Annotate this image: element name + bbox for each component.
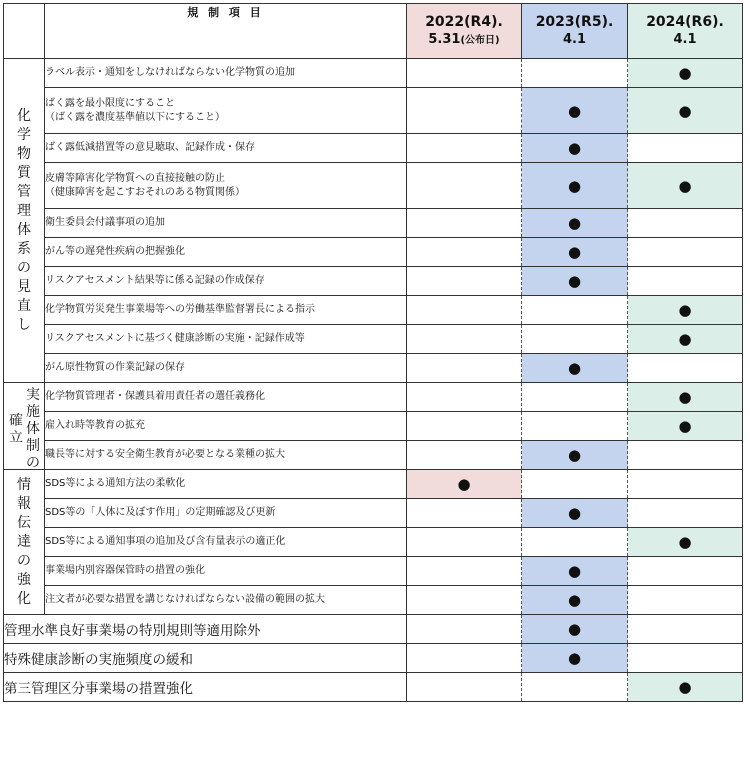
mark-r4: ● <box>407 470 522 499</box>
header-corner <box>4 4 45 59</box>
mark-r4 <box>407 325 522 354</box>
row-label: 事業場内別容器保管時の措置の強化 <box>45 557 407 586</box>
group-chemical-management-review <box>4 59 45 383</box>
table-row <box>4 470 743 499</box>
mark-r5: ● <box>522 209 628 238</box>
mark-r5: ● <box>522 644 628 673</box>
mark-r4 <box>407 412 522 441</box>
regulation-schedule-table <box>3 3 743 702</box>
mark-r5: ● <box>522 238 628 267</box>
table-row <box>4 88 743 134</box>
header-date-r6-line2: 4.1 <box>673 32 697 47</box>
header-row <box>4 4 743 59</box>
mark-r4 <box>407 615 522 644</box>
mark-r6 <box>628 615 743 644</box>
mark-r5: ● <box>522 134 628 163</box>
group-implementation-system <box>4 383 45 470</box>
mark-r4 <box>407 441 522 470</box>
table-row <box>4 238 743 267</box>
table-row <box>4 296 743 325</box>
mark-r5: ● <box>522 499 628 528</box>
group-label-col-a: 確立 <box>9 413 23 446</box>
mark-r4 <box>407 209 522 238</box>
table-row <box>4 325 743 354</box>
header-item: 規 制 項 目 <box>45 4 407 59</box>
row-label: 注文者が必要な措置を講じなければならない設備の範囲の拡大 <box>45 586 407 615</box>
row-label: リスクアセスメントに基づく健康診断の実施・記録作成等 <box>45 325 407 354</box>
header-date-r5-line2: 4.1 <box>562 32 587 47</box>
mark-r5: ● <box>522 557 628 586</box>
mark-r5 <box>522 325 628 354</box>
regulation-schedule-table-container <box>3 3 743 702</box>
mark-r5 <box>522 673 628 702</box>
mark-r6: ● <box>628 412 743 441</box>
mark-r5 <box>522 59 628 88</box>
mark-r6 <box>628 586 743 615</box>
table-row <box>4 412 743 441</box>
mark-r6 <box>628 441 743 470</box>
mark-r4 <box>407 354 522 383</box>
mark-r4 <box>407 557 522 586</box>
row-label: 化学物質労災発生事業場等への労働基準監督署長による指示 <box>45 296 407 325</box>
mark-r5: ● <box>522 615 628 644</box>
row-label: 職長等に対する安全衛生教育が必要となる業種の拡大 <box>45 441 407 470</box>
mark-r5 <box>522 412 628 441</box>
table-row <box>4 528 743 557</box>
mark-r4 <box>407 528 522 557</box>
mark-r4 <box>407 499 522 528</box>
mark-r5: ● <box>522 354 628 383</box>
mark-r6 <box>628 470 743 499</box>
mark-r4 <box>407 296 522 325</box>
group-label: 情報伝達の強化 <box>17 476 31 607</box>
header-date-r6 <box>628 4 743 59</box>
row-label: 第三管理区分事業場の措置強化 <box>4 673 407 702</box>
mark-r5 <box>522 383 628 412</box>
header-date-r4 <box>407 4 522 59</box>
table-row <box>4 59 743 88</box>
mark-r4 <box>407 163 522 209</box>
table-row <box>4 267 743 296</box>
header-date-r4-line1: 2022(R4). <box>425 13 503 30</box>
mark-r4 <box>407 238 522 267</box>
row-label: ばく露低減措置等の意見聴取、記録作成・保存 <box>45 134 407 163</box>
mark-r4 <box>407 673 522 702</box>
header-date-r4-note: (公布日) <box>460 34 500 46</box>
row-label: ばく露を最小限度にすること <box>45 97 175 109</box>
mark-r4 <box>407 88 522 134</box>
table-row <box>4 499 743 528</box>
mark-r5: ● <box>522 88 628 134</box>
mark-r5: ● <box>522 163 628 209</box>
mark-r6: ● <box>628 59 743 88</box>
row-sublabel: （ばく露を濃度基準値以下にすること） <box>45 111 225 123</box>
table-row <box>4 134 743 163</box>
mark-r4 <box>407 586 522 615</box>
mark-r6 <box>628 209 743 238</box>
mark-r6: ● <box>628 325 743 354</box>
row-label: SDS等の「人体に及ぼす作用」の定期確認及び更新 <box>45 499 407 528</box>
row-label: 衛生委員会付議事項の追加 <box>45 209 407 238</box>
table-row <box>4 441 743 470</box>
mark-r6 <box>628 557 743 586</box>
mark-r6: ● <box>628 383 743 412</box>
row-label: ラベル表示・通知をしなければならない化学物質の追加 <box>45 59 407 88</box>
header-date-r4-line2: 5.31 <box>428 31 461 47</box>
mark-r5: ● <box>522 441 628 470</box>
mark-r5 <box>522 528 628 557</box>
mark-r6 <box>628 644 743 673</box>
table-row <box>4 163 743 209</box>
table-row <box>4 209 743 238</box>
header-date-r6-line1: 2024(R6). <box>646 14 724 30</box>
mark-r6 <box>628 354 743 383</box>
header-date-r5 <box>522 4 628 59</box>
mark-r6: ● <box>628 163 743 209</box>
mark-r5 <box>522 470 628 499</box>
mark-r6: ● <box>628 528 743 557</box>
row-label: 特殊健康診断の実施頻度の緩和 <box>4 644 407 673</box>
table-row <box>4 586 743 615</box>
table-row <box>4 615 743 644</box>
mark-r6: ● <box>628 88 743 134</box>
mark-r6 <box>628 499 743 528</box>
mark-r5: ● <box>522 267 628 296</box>
mark-r6: ● <box>628 296 743 325</box>
row-label: SDS等による通知方法の柔軟化 <box>45 470 407 499</box>
header-date-r5-line1: 2023(R5). <box>535 14 614 30</box>
row-label: 皮膚等障害化学物質への直接接触の防止 <box>45 172 225 184</box>
mark-r5: ● <box>522 586 628 615</box>
row-label: がん等の遅発性疾病の把握強化 <box>45 238 407 267</box>
table-row <box>4 673 743 702</box>
group-label: 化学物質管理体系の見直し <box>17 107 31 333</box>
mark-r4 <box>407 59 522 88</box>
mark-r4 <box>407 267 522 296</box>
table-row <box>4 383 743 412</box>
table-row <box>4 644 743 673</box>
mark-r4 <box>407 383 522 412</box>
group-label-col-b: 実施体制の <box>26 387 40 471</box>
group-information-transfer <box>4 470 45 615</box>
mark-r4 <box>407 644 522 673</box>
row-sublabel: （健康障害を起こすおそれのある物質関係） <box>45 186 245 198</box>
row-label: 雇入れ時等教育の拡充 <box>45 412 407 441</box>
mark-r4 <box>407 134 522 163</box>
row-label: がん原性物質の作業記録の保存 <box>45 354 407 383</box>
table-row <box>4 354 743 383</box>
row-label: 管理水準良好事業場の特別規則等適用除外 <box>4 615 407 644</box>
mark-r6 <box>628 267 743 296</box>
row-label: SDS等による通知事項の追加及び含有量表示の適正化 <box>45 528 407 557</box>
row-label: リスクアセスメント結果等に係る記録の作成保存 <box>45 267 407 296</box>
row-label: 化学物質管理者・保護具着用責任者の選任義務化 <box>45 383 407 412</box>
mark-r6: ● <box>628 673 743 702</box>
mark-r5 <box>522 296 628 325</box>
mark-r6 <box>628 238 743 267</box>
table-row <box>4 557 743 586</box>
mark-r6 <box>628 134 743 163</box>
